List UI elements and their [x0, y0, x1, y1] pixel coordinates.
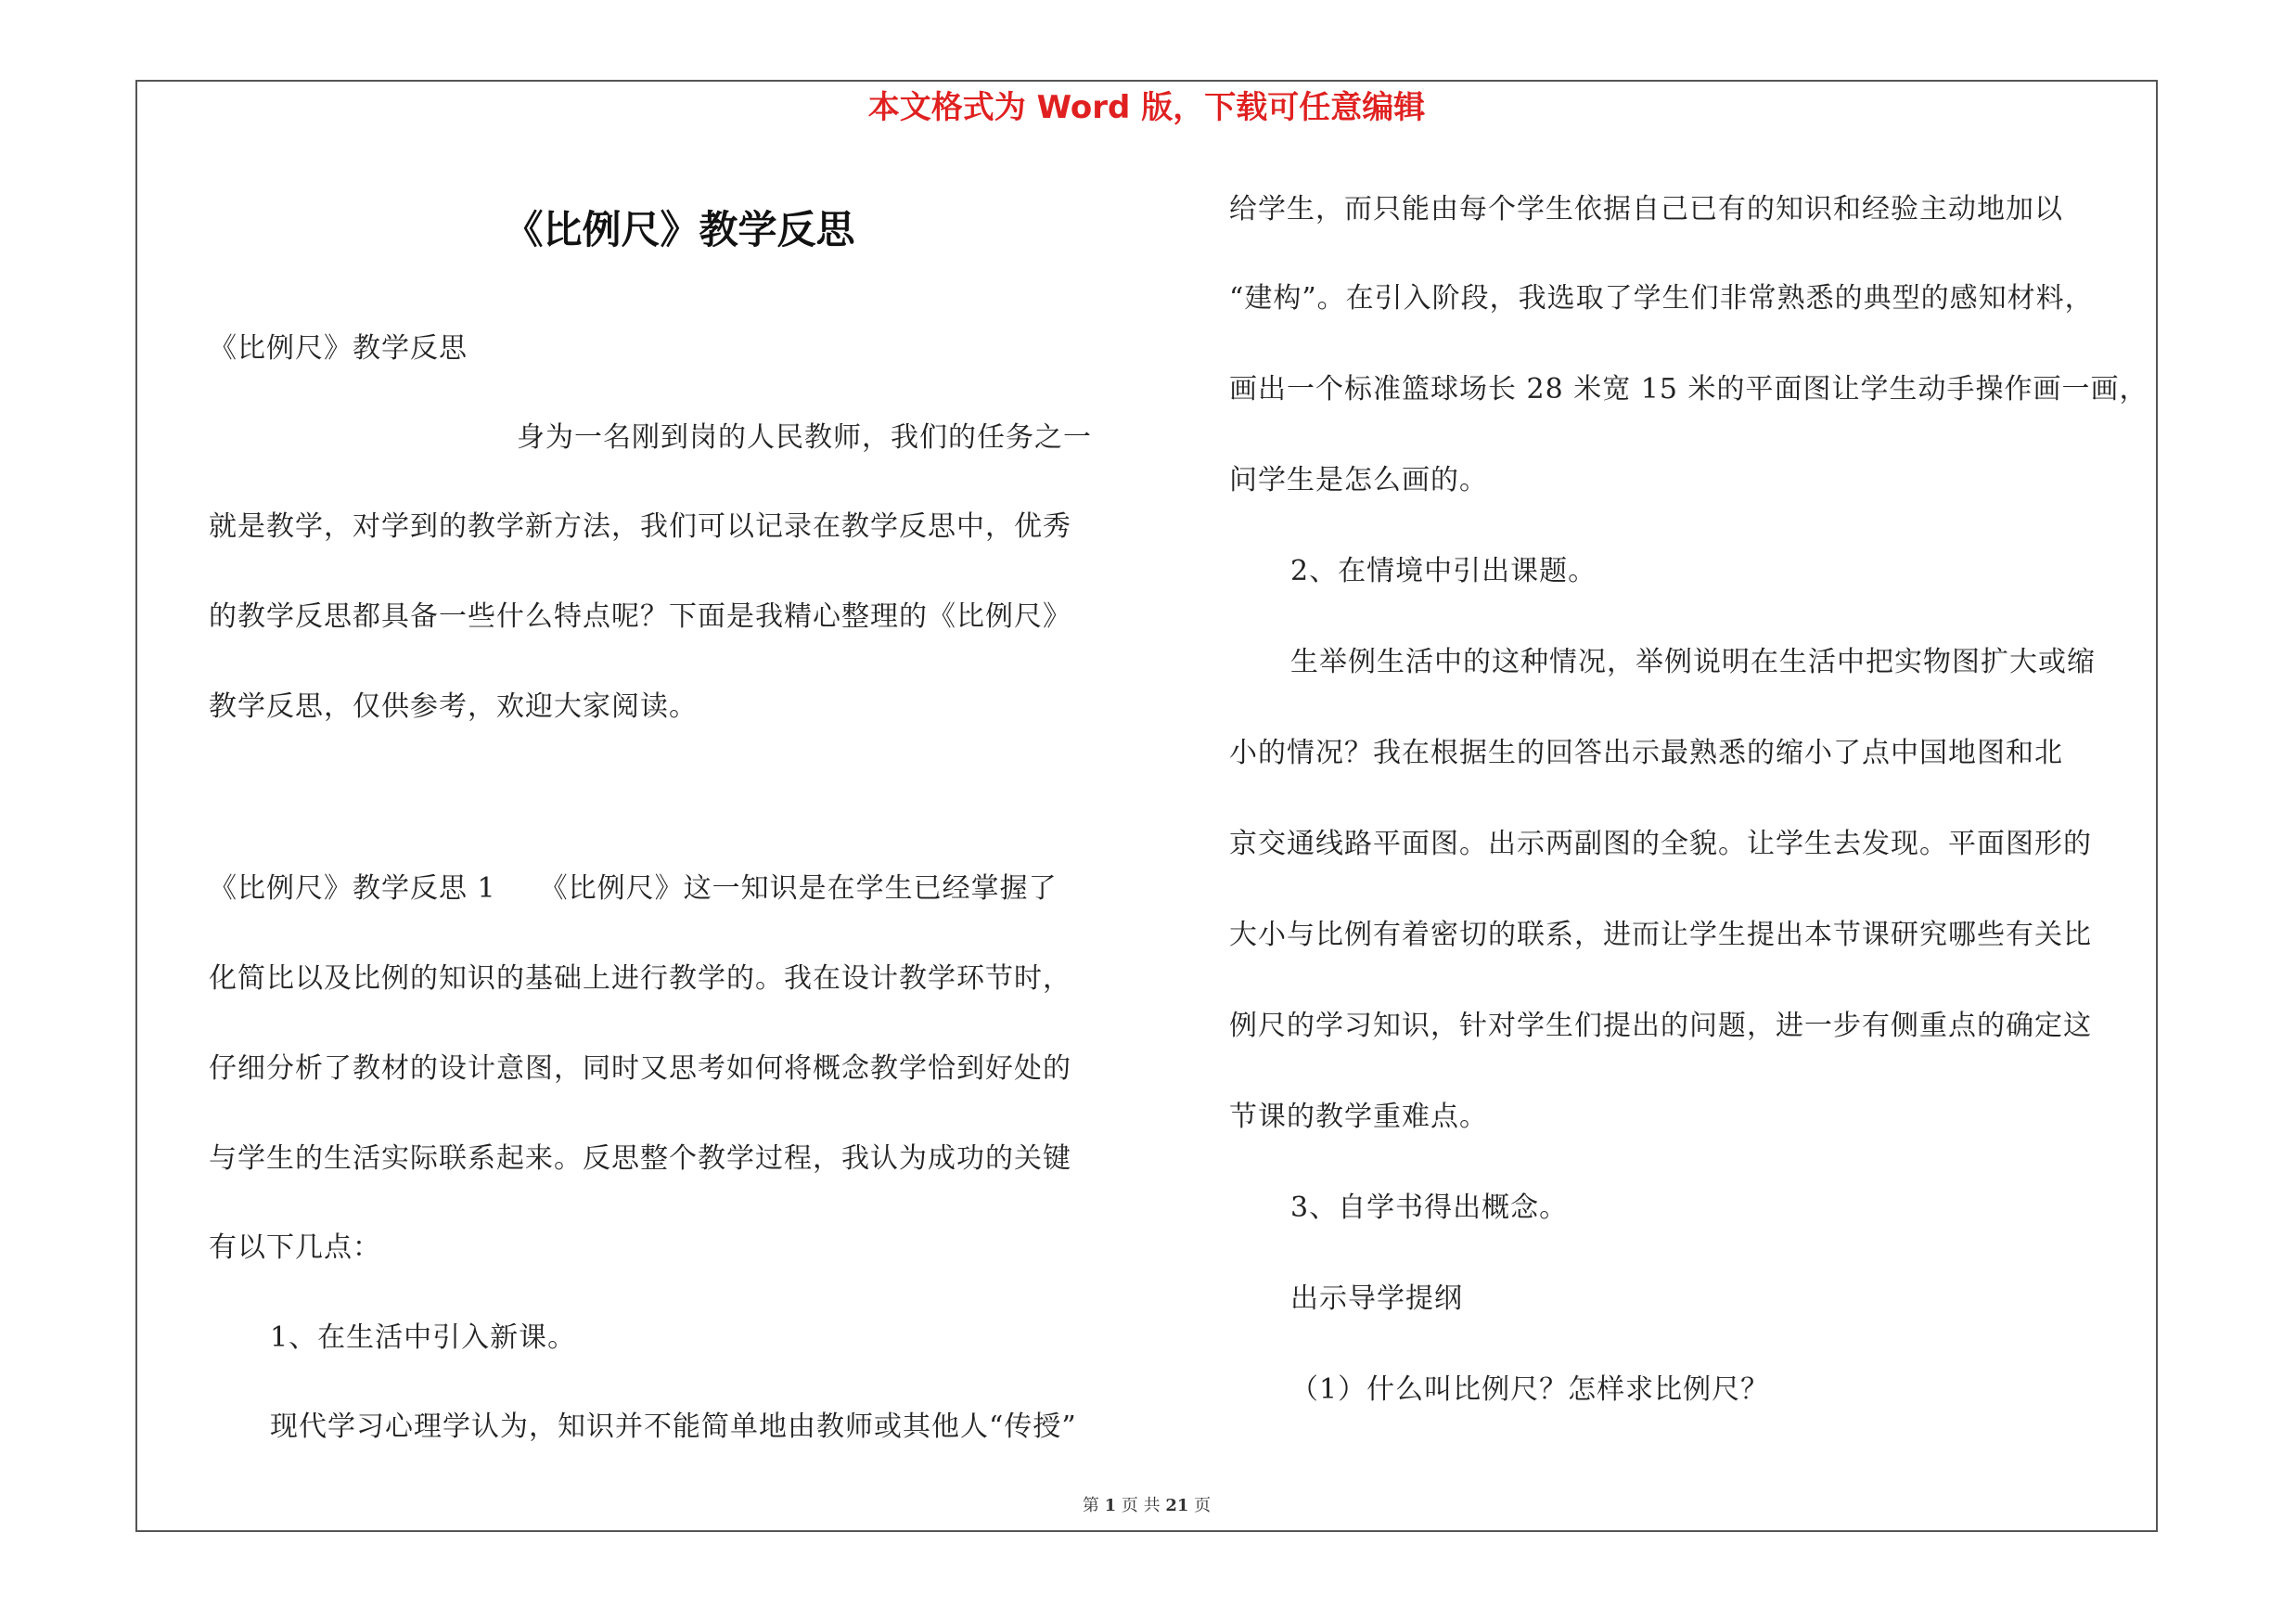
paragraph-line: 与学生的生活实际联系起来。反思整个教学过程，我认为成功的关键: [209, 1142, 1071, 1175]
paragraph-line: 大小与比例有着密切的联系，进而让学生提出本节课研究哪些有关比: [1229, 919, 2092, 951]
total-page-number: 21: [1165, 1496, 1189, 1515]
paragraph-line: 节课的教学重难点。: [1229, 1101, 1488, 1133]
paragraph-line: 化简比以及比例的知识的基础上进行教学的。我在设计教学环节时，: [209, 962, 1071, 995]
paragraph-line: 2、在情境中引出课题。: [1290, 555, 1597, 587]
paragraph-line: （1）什么叫比例尺？怎样求比例尺？: [1290, 1373, 1770, 1406]
footer-middle: 页 共: [1121, 1496, 1161, 1515]
paragraph-line: “建构”。在引入阶段，我选取了学生们非常熟悉的典型的感知材料，: [1229, 282, 2094, 315]
paragraph-line: 身为一名刚到岗的人民教师，我们的任务之一: [517, 421, 1092, 454]
format-banner: 本文格式为 Word 版，下载可任意编辑: [867, 89, 1426, 126]
paragraph-line: 1、在生活中引入新课。: [270, 1321, 577, 1354]
paragraph-line: 京交通线路平面图。出示两副图的全貌。让学生去发现。平面图形的: [1229, 828, 2092, 860]
paragraph-line: 画出一个标准篮球场长 28 米宽 15 米的平面图让学生动手操作画一画，: [1229, 373, 2148, 406]
paragraph-line: 就是教学，对学到的教学新方法，我们可以记录在教学反思中，优秀: [209, 510, 1071, 543]
page-footer: [135, 1494, 2158, 1518]
paragraph-line: 教学反思，仅供参考，欢迎大家阅读。: [209, 690, 698, 723]
paragraph-line: 《比例尺》教学反思 1 《比例尺》这一知识是在学生已经掌握了: [209, 872, 1058, 905]
paragraph-line: 例尺的学习知识，针对学生们提出的问题，进一步有侧重点的确定这: [1229, 1010, 2092, 1042]
paragraph-line: 问学生是怎么画的。: [1229, 464, 1488, 496]
paragraph-line: 仔细分析了教材的设计意图，同时又思考如何将概念教学恰到好处的: [209, 1052, 1071, 1085]
paragraph-line: 有以下几点：: [209, 1231, 381, 1264]
paragraph-line: 给学生，而只能由每个学生依据自己已有的知识和经验主动地加以: [1229, 193, 2063, 225]
footer-prefix: 第: [1082, 1496, 1099, 1515]
document-title: 《比例尺》教学反思: [504, 207, 855, 252]
paragraph-line: 小的情况？我在根据生的回答出示最熟悉的缩小了点中国地图和北: [1229, 737, 2063, 769]
paragraph-line: 生举例生活中的这种情况，举例说明在生活中把实物图扩大或缩: [1290, 646, 2096, 678]
footer-suffix: 页: [1194, 1496, 1212, 1515]
paragraph-line: 的教学反思都具备一些什么特点呢？下面是我精心整理的《比例尺》: [209, 600, 1071, 633]
paragraph-line: 现代学习心理学认为，知识并不能简单地由教师或其他人“传授”: [270, 1410, 1077, 1443]
current-page-number: 1: [1104, 1496, 1117, 1515]
paragraph-line: 出示导学提纲: [1290, 1282, 1463, 1315]
paragraph-line: 3、自学书得出概念。: [1290, 1191, 1569, 1224]
paragraph-line: 《比例尺》教学反思: [209, 332, 468, 365]
